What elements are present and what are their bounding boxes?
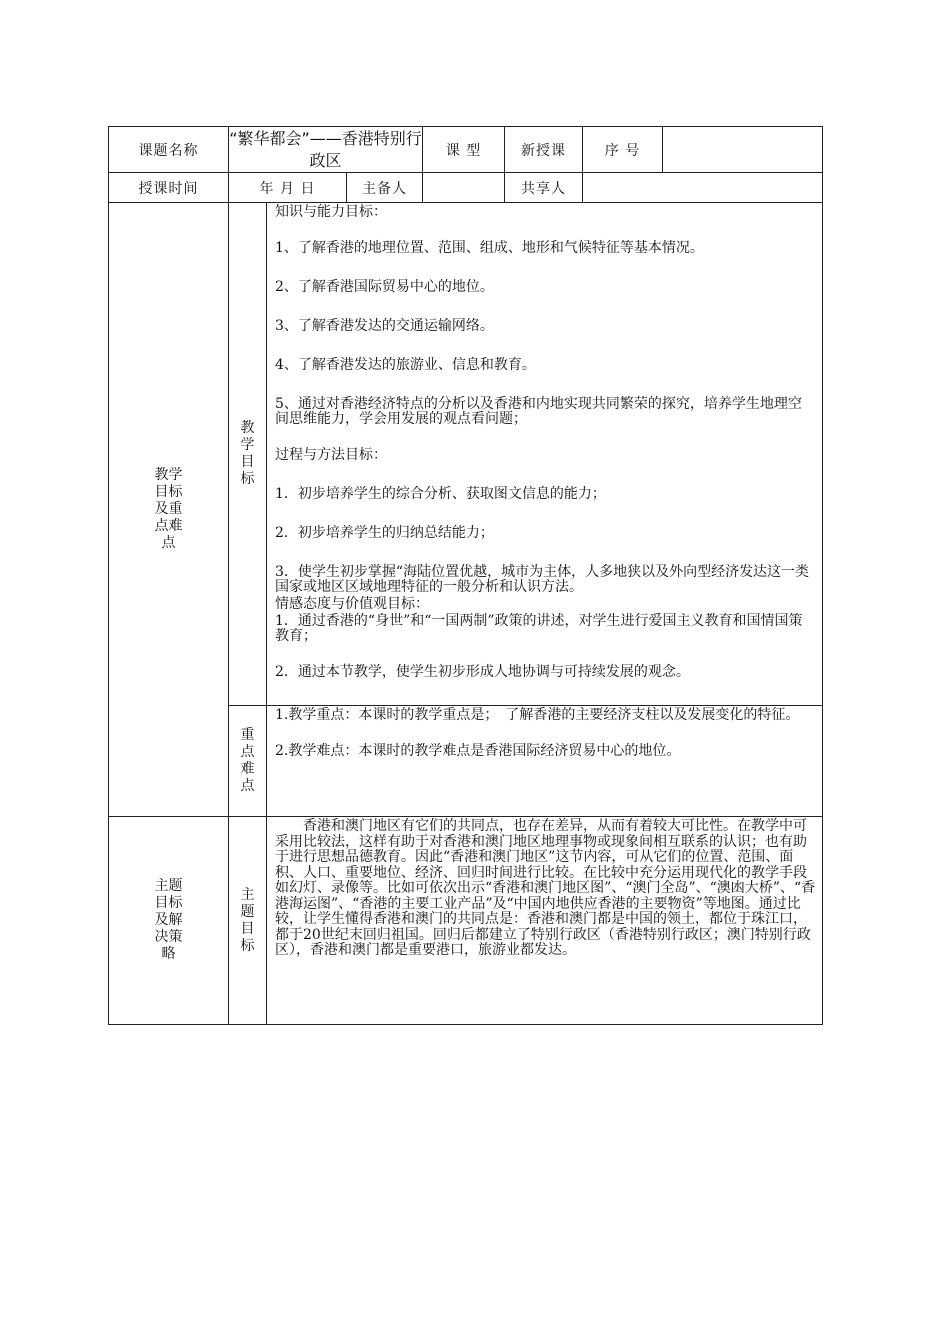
goals-row: [109, 203, 823, 706]
goals-content: [267, 203, 823, 706]
section2-label: 主题 目标 及解 决策 略: [109, 817, 229, 1025]
goal-item: 1．初步培养学生的综合分析、获取图文信息的能力；: [275, 486, 606, 502]
key-point-item: 2.教学难点：本课时的教学难点是香港国际经济贸易中心的地位。: [275, 743, 681, 759]
section1-label: 教学 目标 及重 点难 点: [109, 203, 229, 817]
type-label: 课 型: [423, 127, 505, 173]
seq-label: 序 号: [583, 127, 663, 173]
key-points-label: 重 点 难 点: [229, 706, 267, 817]
seq-value: [663, 127, 823, 173]
goal-item: 情感态度与价值观目标：: [275, 596, 429, 612]
topic-title: “繁华都会”——香港特别行政区: [229, 127, 423, 173]
time-label: 授课时间: [109, 173, 229, 203]
sharer-value: [583, 173, 823, 203]
goals-label: 教 学 目 标: [229, 203, 267, 706]
strategy-row: [109, 817, 823, 1025]
header-row-2: [109, 173, 823, 203]
key-points-content: [267, 706, 823, 817]
goal-item: 5、通过对香港经济特点的分析以及香港和内地实现共同繁荣的探究，培养学生地理空间思维能力，学会用发展的观点看问题；: [275, 396, 802, 427]
type-value: 新授课: [505, 127, 583, 173]
goal-item: 4、了解香港发达的旅游业、信息和教育。: [275, 357, 536, 373]
goal-item: 2、了解香港国际贸易中心的地位。: [275, 279, 494, 295]
goal-item: 3、了解香港发达的交通运输网络。: [275, 318, 494, 334]
preparer-value: [423, 173, 505, 203]
strategy-text: 香港和澳门地区有它们的共同点，也存在差异，从而有着较大可比性。在教学中可采用比较法，这样有助于对香港和澳门地区地理事物或现象间相互联系的认识；也有助于进行思想品德教育。因此“香港和澳门地区”这节内容，可从它们的位置、范围、面积、人口、重要地位、经济、回归时间进行比较。在比较中充分运用现代化的教学手段如幻灯、录像等。比如可依次出示“香港和澳门地区图”、“澳门全岛”、“澳凼大桥”、“香港海运图”、“香港的主要工业产品”及“中国内地供应香港的主要物资”等地图。通过比较，让学生懂得香港和澳门的共同点是：香港和澳门都是中国的领土，都位于珠江口，都于20世纪末回归祖国。回归后都建立了特别行政区（香港特别行政区；澳门特别行政区），香港和澳门都是重要港口，旅游业都发达。: [267, 817, 823, 1025]
goal-item: 知识与能力目标：: [275, 204, 387, 220]
header-row-1: [109, 127, 823, 173]
goal-item: 2．通过本节教学，使学生初步形成人地协调与可持续发展的观念。: [275, 664, 690, 680]
time-value: 年 月 日: [229, 173, 347, 203]
topic-label: 课题名称: [109, 127, 229, 173]
sharer-label: 共享人: [505, 173, 583, 203]
lesson-plan-table: [108, 126, 823, 1025]
key-point-item: 1.教学重点：本课时的教学重点是； 了解香港的主要经济支柱以及发展变化的特征。: [275, 707, 800, 723]
goal-item: 1、了解香港的地理位置、范围、组成、地形和气候特征等基本情况。: [275, 240, 704, 256]
theme-goal-label: 主 题 目 标: [229, 817, 267, 1025]
goal-item: 1．通过香港的“身世”和“一国两制”政策的讲述，对学生进行爱国主义教育和国情国策教育；: [275, 613, 803, 644]
goal-item: 2．初步培养学生的归纳总结能力；: [275, 525, 494, 541]
goal-item: 3．使学生初步掌握“海陆位置优越，城市为主体，人多地狭以及外向型经济发达这一类国家或地区区域地理特征的一般分析和认识方法。: [275, 564, 810, 595]
preparer-label: 主备人: [347, 173, 423, 203]
goal-item: 过程与方法目标：: [275, 447, 387, 463]
